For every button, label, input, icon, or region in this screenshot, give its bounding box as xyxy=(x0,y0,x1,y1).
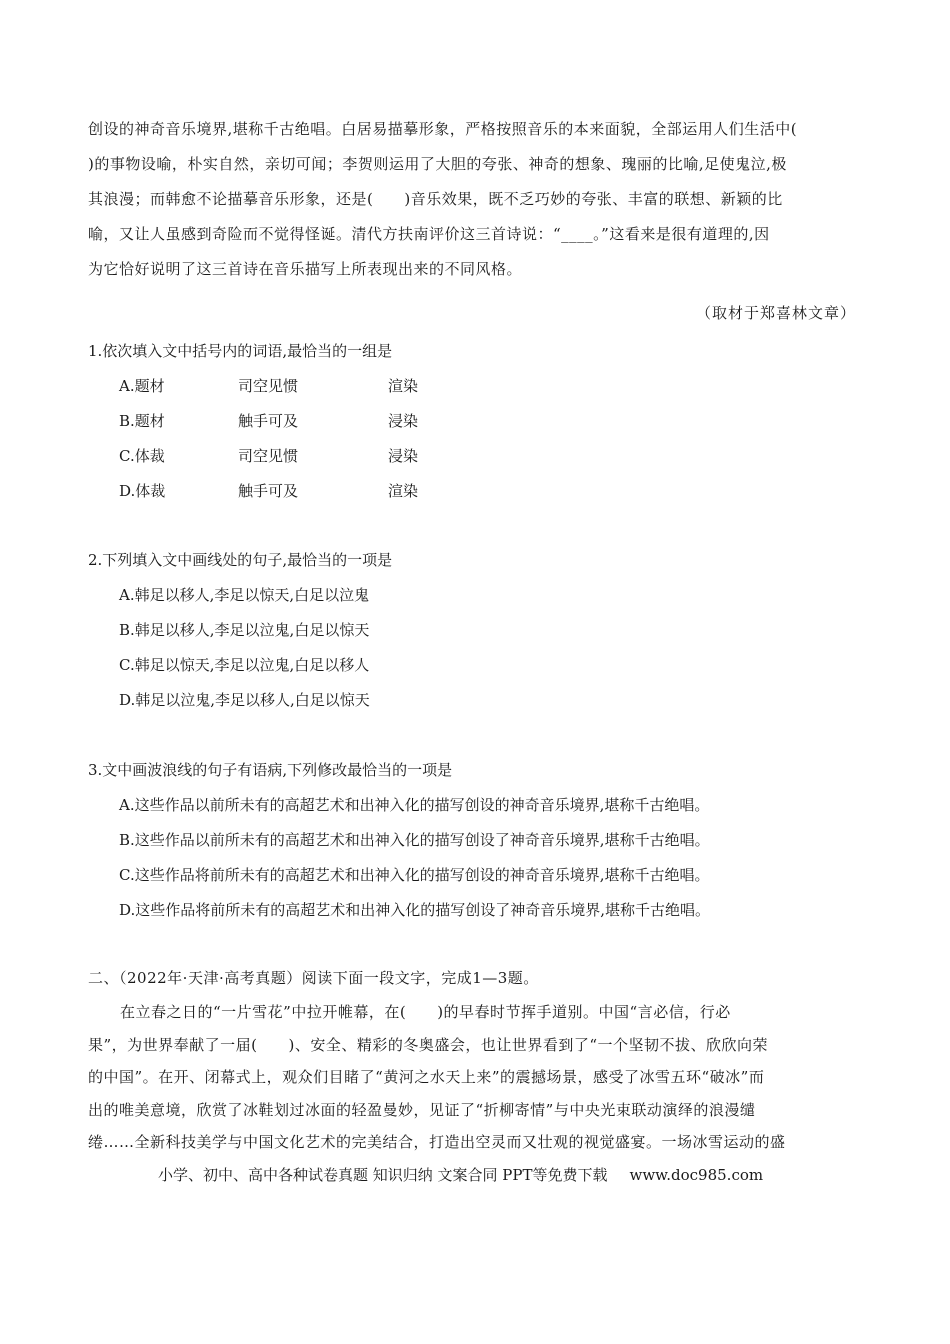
question-2-option-a: A.韩足以移人,李足以惊天,白足以泣鬼 xyxy=(119,586,370,604)
passage-line: 为它恰好说明了这三首诗在音乐描写上所表现出来的不同风格。 xyxy=(88,260,523,278)
option-word-3: 浸染 xyxy=(388,412,419,430)
question-1-option-c xyxy=(119,444,418,468)
passage-line: 其浪漫；而韩愈不论描摹音乐形象，还是( )音乐效果，既不乏巧妙的夸张、丰富的联想、新颖的比 xyxy=(88,190,783,208)
section-2-heading: 二、（2022年·天津·高考真题）阅读下面一段文字，完成1—3题。 xyxy=(88,969,539,987)
option-word-3: 渲染 xyxy=(388,377,419,395)
footer-text: 小学、初中、高中各种试卷真题 知识归纳 文案合同 PPT等免费下载 xyxy=(158,1166,608,1184)
passage-line: 创设的神奇音乐境界,堪称千古绝唱。白居易描摹形象，严格按照音乐的本来面貌，全部运用人们生活中( xyxy=(88,120,798,138)
section-2-line: 果”，为世界奉献了一届( )、安全、精彩的冬奥盛会，也让世界看到了“一个坚韧不拔、欣欣向荣 xyxy=(88,1035,769,1054)
option-word-2: 司空见惯 xyxy=(238,447,299,465)
footer-link[interactable]: www.doc985.com xyxy=(629,1166,764,1184)
passage-source: （取材于郑喜林文章） xyxy=(695,304,856,322)
question-1-option-b xyxy=(119,409,418,433)
question-3-stem: 3.文中画波浪线的句子有语病,下列修改最恰当的一项是 xyxy=(88,761,453,779)
question-2-option-c: C.韩足以惊天,李足以泣鬼,白足以移人 xyxy=(119,656,370,674)
option-word-1: A.题材 xyxy=(119,377,165,395)
question-3-option-c: C.这些作品将前所未有的高超艺术和出神入化的描写创设的神奇音乐境界,堪称千古绝唱。 xyxy=(119,866,710,884)
option-word-3: 浸染 xyxy=(388,447,419,465)
section-2-line: 在立春之日的“一片雪花”中拉开帷幕，在( )的早春时节挥手道别。中国“言必信，行必 xyxy=(120,1003,731,1021)
section-2-line: 绻……全新科技美学与中国文化艺术的完美结合，打造出空灵而又壮观的视觉盛宴。一场冰雪运动的盛 xyxy=(88,1133,786,1151)
passage-line: )的事物设喻，朴实自然，亲切可闻；李贺则运用了大胆的夸张、神奇的想象、瑰丽的比喻,足使鬼泣,极 xyxy=(88,155,787,173)
option-word-2: 触手可及 xyxy=(238,482,299,500)
section-2-paragraph xyxy=(88,996,864,1159)
option-word-2: 司空见惯 xyxy=(238,377,299,395)
passage-paragraph xyxy=(88,112,864,287)
option-word-1: C.体裁 xyxy=(119,447,165,465)
option-word-1: D.体裁 xyxy=(119,482,166,500)
option-word-1: B.题材 xyxy=(119,412,165,430)
question-1-stem: 1.依次填入文中括号内的词语,最恰当的一组是 xyxy=(88,342,393,360)
option-word-2: 触手可及 xyxy=(238,412,299,430)
passage-line: 喻，又让人虽感到奇险而不觉得怪诞。清代方扶南评价这三首诗说：“____。”这看来是很有道理的,因 xyxy=(88,225,770,243)
section-2-line: 的中国”。在开、闭幕式上，观众们目睹了“黄河之水天上来”的震撼场景，感受了冰雪五环“破冰”而 xyxy=(88,1068,765,1086)
question-1-option-a xyxy=(119,374,418,398)
question-3-option-b: B.这些作品以前所未有的高超艺术和出神入化的描写创设了神奇音乐境界,堪称千古绝唱。 xyxy=(119,831,710,849)
question-3-option-a: A.这些作品以前所未有的高超艺术和出神入化的描写创设的神奇音乐境界,堪称千古绝唱。 xyxy=(119,796,710,814)
question-3-option-d: D.这些作品将前所未有的高超艺术和出神入化的描写创设了神奇音乐境界,堪称千古绝唱。 xyxy=(119,901,711,919)
option-word-3: 渲染 xyxy=(388,482,419,500)
page-footer xyxy=(158,1164,763,1186)
question-1-option-d xyxy=(119,479,418,503)
section-2-line: 出的唯美意境，欣赏了冰鞋划过冰面的轻盈曼妙，见证了“折柳寄情”与中央光束联动演绎的浪漫缱 xyxy=(88,1100,756,1119)
question-2-stem: 2.下列填入文中画线处的句子,最恰当的一项是 xyxy=(88,551,393,569)
question-2-option-b: B.韩足以移人,李足以泣鬼,白足以惊天 xyxy=(119,621,370,639)
question-2-option-d: D.韩足以泣鬼,李足以移人,白足以惊天 xyxy=(119,691,370,709)
